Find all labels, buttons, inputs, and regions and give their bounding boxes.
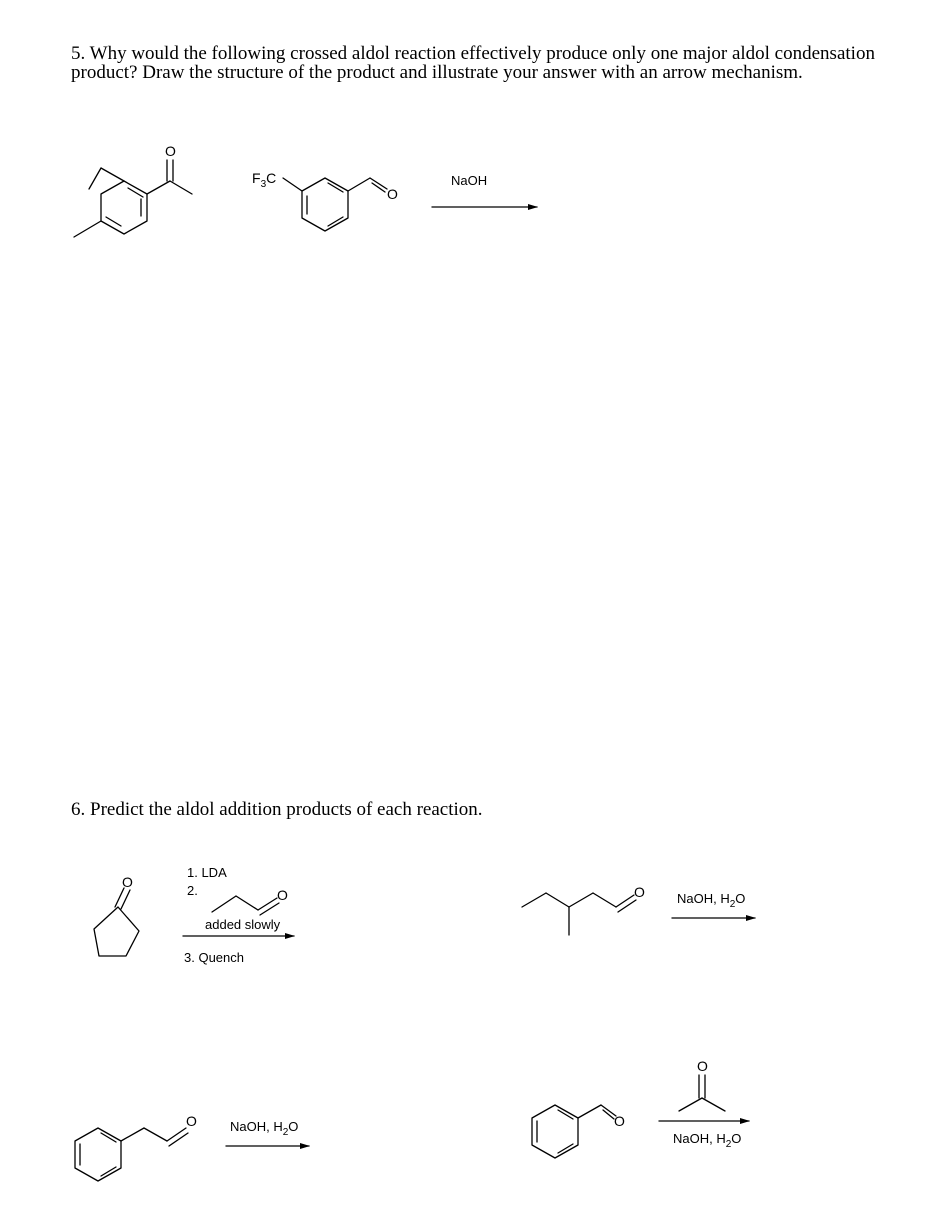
question-6-text: 6. Predict the aldol addition products of each reaction. — [71, 799, 483, 820]
question-5-text: 5. Why would the following crossed aldol reaction effectively produce only one major aldol condensation product? Draw the structure of the product and illustrate your answer with an arrow mechanism. — [71, 43, 875, 83]
q6a-oxygen-label: O — [122, 874, 133, 890]
q6c-oxygen-label: O — [186, 1113, 197, 1129]
q6a-added-slowly-label: added slowly — [205, 917, 281, 932]
q6a-propanal-oxygen-label: O — [277, 887, 288, 903]
q6b-reagent-label: NaOH, $H_2O$ — [677, 891, 746, 910]
q6d-reaction-arrow — [659, 1121, 749, 1150]
q6d-acetone-structure — [679, 1058, 725, 1111]
q5-reaction-arrow — [432, 173, 537, 207]
q6a-cyclopentanone-structure — [94, 874, 139, 956]
q5-reagent-label: NaOH — [451, 173, 488, 188]
q6d-benzaldehyde-structure — [532, 1105, 625, 1158]
q6a-propanal-structure — [212, 887, 288, 915]
q6a-reaction-conditions — [183, 865, 294, 965]
q5-aldehyde-oxygen-label: O — [387, 186, 398, 202]
q5-ketone-oxygen-label: O — [165, 143, 176, 159]
q6a-step2-label: 2. — [187, 883, 198, 898]
q6b-aldehyde-structure — [522, 884, 645, 935]
q6b-oxygen-label: O — [634, 884, 645, 900]
q6b-reaction-arrow — [672, 891, 755, 918]
q6c-phenylacetaldehyde-structure — [75, 1113, 197, 1181]
q6d-acetone-oxygen-label: O — [697, 1058, 708, 1074]
q6a-step1-label: 1. LDA — [187, 865, 227, 880]
q6c-reaction-arrow — [226, 1119, 309, 1146]
q5-cf3-label: $F_3C$ — [252, 170, 277, 190]
q5-aldehyde-structure — [252, 170, 398, 231]
q6d-oxygen-label: O — [614, 1113, 625, 1129]
q5-ketone-structure — [74, 143, 192, 237]
q6d-reagent-label: NaOH, $H_2O$ — [673, 1131, 742, 1150]
q6a-step3-label: 3. Quench — [184, 950, 244, 965]
q6c-reagent-label: NaOH, $H_2O$ — [230, 1119, 299, 1138]
